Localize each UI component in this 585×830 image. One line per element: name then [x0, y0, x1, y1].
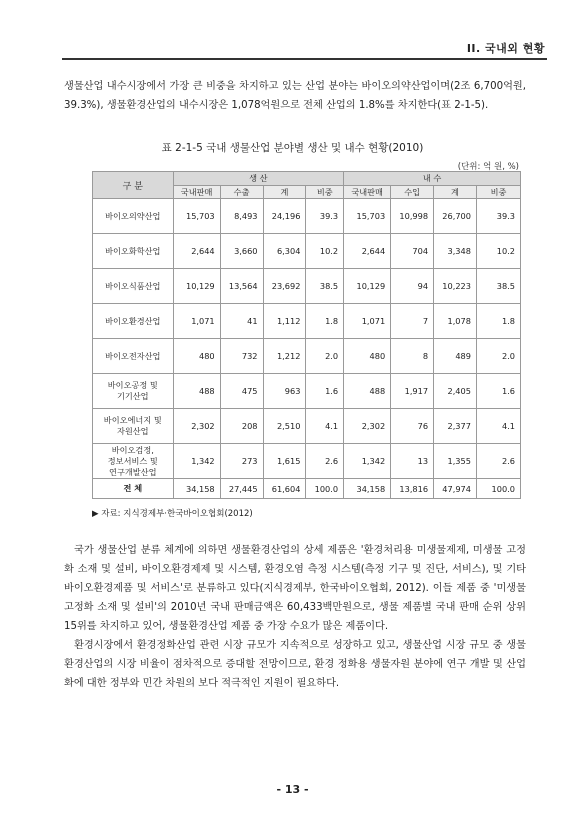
column-header: 국내판매: [344, 186, 391, 199]
column-header: 수입: [391, 186, 434, 199]
table-cell: 4.1: [476, 409, 520, 444]
table-row: [93, 339, 521, 374]
row-label: 바이오공정 및 기기산업: [93, 374, 174, 409]
table-caption: 표 2-1-5 국내 생물산업 분야별 생산 및 내수 현황(2010): [161, 142, 424, 154]
table-cell: 100.0: [476, 479, 520, 499]
table-cell: 41: [220, 304, 263, 339]
table-cell: 1,355: [434, 444, 477, 479]
column-header: 비중: [476, 186, 520, 199]
table-cell: 27,445: [220, 479, 263, 499]
table-cell: 13,816: [391, 479, 434, 499]
table-cell: 1,112: [263, 304, 306, 339]
table-body: [93, 199, 521, 499]
column-header: 수출: [220, 186, 263, 199]
table-cell: 15,703: [173, 199, 220, 234]
table-cell: 488: [173, 374, 220, 409]
table-cell: 26,700: [434, 199, 477, 234]
table-cell: 76: [391, 409, 434, 444]
intro-text: 생물산업 내수시장에서 가장 큰 비중을 차지하고 있는 산업 분야는 바이오의약산업이며(2조 6,700억원, 39.3%), 생물환경산업의 내수시장은 1,078억원으로 전체 산업의 1.8%를 차지한다(표 2-1-5).: [64, 81, 526, 111]
production-table: [92, 171, 521, 499]
table-cell: 1.6: [476, 374, 520, 409]
table-cell: 10.2: [476, 234, 520, 269]
table-cell: 8,493: [220, 199, 263, 234]
row-label: 바이오화학산업: [93, 234, 174, 269]
table-cell: 13,564: [220, 269, 263, 304]
table-cell: 1,078: [434, 304, 477, 339]
table-cell: 475: [220, 374, 263, 409]
table-cell: 2.0: [306, 339, 344, 374]
table-row: [93, 269, 521, 304]
column-header: 비중: [306, 186, 344, 199]
table-cell: 489: [434, 339, 477, 374]
table-cell: 3,660: [220, 234, 263, 269]
table-cell: 24,196: [263, 199, 306, 234]
table-cell: 732: [220, 339, 263, 374]
column-header: 계: [263, 186, 306, 199]
table-cell: 2.0: [476, 339, 520, 374]
row-label: 바이오전자산업: [93, 339, 174, 374]
table-cell: 2,302: [344, 409, 391, 444]
table-cell: 1,212: [263, 339, 306, 374]
table-cell: 2,644: [344, 234, 391, 269]
table-cell: 480: [344, 339, 391, 374]
table-cell: 10,223: [434, 269, 477, 304]
table-cell: 488: [344, 374, 391, 409]
table-row: [93, 199, 521, 234]
table-cell: 47,974: [434, 479, 477, 499]
table-cell: 1.8: [306, 304, 344, 339]
table-cell: 2,405: [434, 374, 477, 409]
table-cell: 1.8: [476, 304, 520, 339]
table-cell: 208: [220, 409, 263, 444]
table-cell: 2,302: [173, 409, 220, 444]
intro-paragraph: [64, 77, 526, 115]
table-unit: (단위: 억 원, %): [457, 162, 519, 172]
table-cell: 2,510: [263, 409, 306, 444]
table-cell: 1,615: [263, 444, 306, 479]
running-header: II. 국내외 현황: [466, 42, 545, 55]
table-cell: 1.6: [306, 374, 344, 409]
table-cell: 2,644: [173, 234, 220, 269]
table-cell: 1,342: [344, 444, 391, 479]
row-label: 바이오식품산업: [93, 269, 174, 304]
table-cell: 1,071: [344, 304, 391, 339]
table-cell: 2,377: [434, 409, 477, 444]
group-header-production: 생 산: [173, 172, 344, 186]
page-number: - 13 -: [276, 783, 309, 796]
row-label: 바이오검정, 정보서비스 및 연구개발산업: [93, 444, 174, 479]
table-cell: 10,129: [173, 269, 220, 304]
table-cell: 8: [391, 339, 434, 374]
table-cell: 39.3: [306, 199, 344, 234]
table-cell: 1,071: [173, 304, 220, 339]
row-label: 바이오에너지 및 자원산업: [93, 409, 174, 444]
table-cell: 10,129: [344, 269, 391, 304]
table-cell: 2.6: [476, 444, 520, 479]
table-cell: 94: [391, 269, 434, 304]
table-cell: 273: [220, 444, 263, 479]
group-header-domestic: 내 수: [344, 172, 521, 186]
table-row: [93, 234, 521, 269]
body-paragraph: 국가 생물산업 분류 체계에 의하면 생물환경산업의 상세 제품은 '환경처리용 미생물제제, 미생물 고정화 소재 및 설비, 바이오환경제제 및 시스템, 환경오염 측정 시스템(측정 기구 및 진단, 서비스), 및 기타 바이오환경제품 및 서비스'로 분류하고 있다(지식경제부, 한국바이오협회, 2012). 이들 제품 중 '미생물고정화 소재 및 설비'의 2010년 국내 판매금액은 60,433백만원으로, 생물 제품별 국내 판매 순위 상위 15위를 차지하고 있어, 생물환경산업 제품 중 가장 수요가 많은 제품이다.: [64, 545, 526, 632]
column-header: 국내판매: [173, 186, 220, 199]
table-cell: 34,158: [344, 479, 391, 499]
row-label: 바이오환경산업: [93, 304, 174, 339]
header-rule: [62, 58, 547, 60]
table-row: [93, 444, 521, 479]
table-row: [93, 304, 521, 339]
table-cell: 13: [391, 444, 434, 479]
table-cell: 23,692: [263, 269, 306, 304]
table-cell: 4.1: [306, 409, 344, 444]
table-cell: 39.3: [476, 199, 520, 234]
table-cell: 100.0: [306, 479, 344, 499]
table-cell: 2.6: [306, 444, 344, 479]
table-cell: 963: [263, 374, 306, 409]
table-cell: 480: [173, 339, 220, 374]
corner-header: 구 분: [93, 172, 174, 199]
table-cell: 38.5: [306, 269, 344, 304]
row-label: 전 체: [93, 479, 174, 499]
table-cell: 3,348: [434, 234, 477, 269]
table-cell: 1,342: [173, 444, 220, 479]
table-cell: 7: [391, 304, 434, 339]
table-cell: 704: [391, 234, 434, 269]
table-cell: 15,703: [344, 199, 391, 234]
table-cell: 34,158: [173, 479, 220, 499]
table-cell: 38.5: [476, 269, 520, 304]
body-paragraph: 환경시장에서 환경정화산업 관련 시장 규모가 지속적으로 성장하고 있고, 생물산업 시장 규모 중 생물환경산업의 시장 비율이 점차적으로 증대할 전망이므로, 환경 정화용 생물자원 분야에 연구 개발 및 산업화에 대한 정부와 민간 차원의 보다 적극적인 지원이 필요하다.: [64, 640, 526, 689]
table-cell: 10.2: [306, 234, 344, 269]
column-header: 계: [434, 186, 477, 199]
table-row: [93, 409, 521, 444]
row-label: 바이오의약산업: [93, 199, 174, 234]
table-cell: 61,604: [263, 479, 306, 499]
table-cell: 6,304: [263, 234, 306, 269]
table-cell: 10,998: [391, 199, 434, 234]
total-row: [93, 479, 521, 499]
table-row: [93, 374, 521, 409]
body-paragraphs: [64, 541, 526, 693]
table-cell: 1,917: [391, 374, 434, 409]
table-source: ▶ 자료: 지식경제부·한국바이오협회(2012): [92, 509, 253, 519]
